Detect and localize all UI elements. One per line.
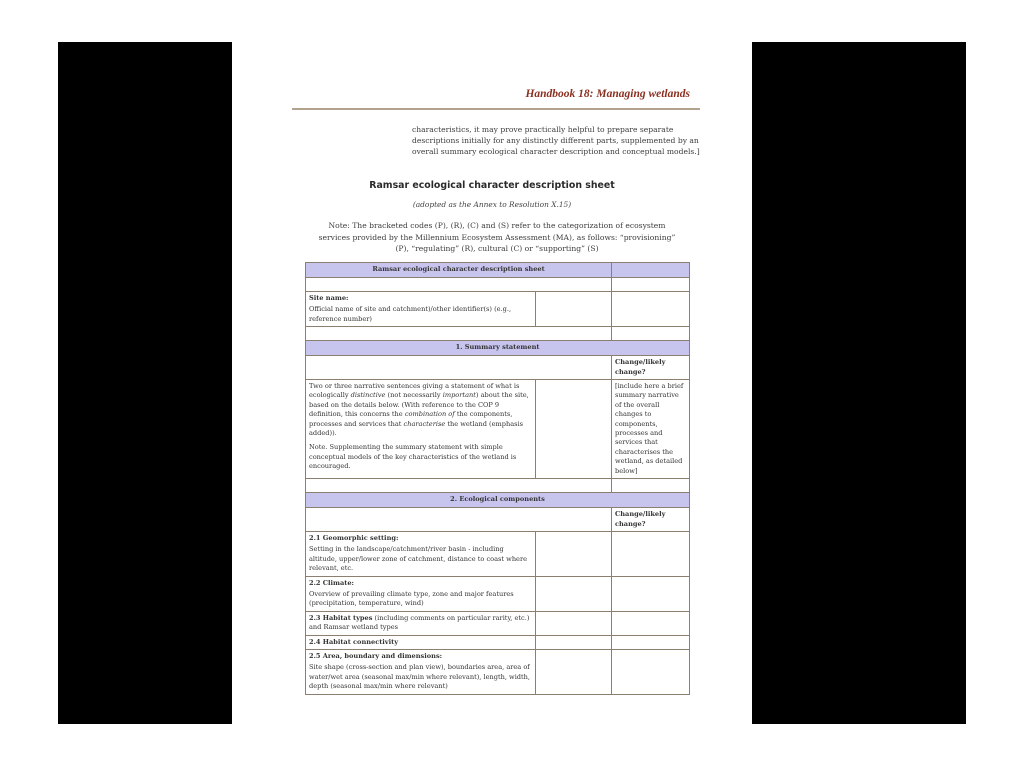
climate-desc: Overview of prevailing climate type, zone and major features (precipitation, temperature, wind)	[309, 589, 514, 608]
climate-label: 2.2 Climate:	[309, 578, 354, 587]
site-name-value	[536, 292, 612, 327]
area-label: 2.5 Area, boundary and dimensions:	[309, 651, 443, 660]
table-row	[306, 341, 690, 356]
document-page	[232, 42, 752, 724]
table-row	[306, 493, 690, 508]
summary-note: Note. Supplementing the summary statement with simple conceptual models of the key characteristics of the wetland is encouraged.	[309, 443, 517, 471]
table-header-blank	[612, 263, 690, 278]
table-row	[306, 508, 690, 532]
table-row	[306, 576, 690, 611]
site-name-cell	[306, 292, 536, 327]
left-black-bar	[58, 42, 232, 724]
habitat-label: 2.3 Habitat types	[309, 613, 373, 622]
site-name-desc: Official name of site and catchment)/other identifier(s) (e.g., reference number)	[309, 305, 512, 323]
table-row	[306, 531, 690, 576]
running-header: Handbook 18: Managing wetlands	[525, 88, 690, 100]
geomorphic-cell	[306, 531, 536, 576]
table-row	[306, 479, 690, 493]
table-row	[306, 278, 690, 292]
table-row	[306, 649, 690, 694]
area-cell	[306, 649, 536, 694]
connectivity-cell: 2.4 Habitat connectivity	[306, 635, 536, 649]
summary-cell	[306, 380, 536, 479]
right-black-bar	[752, 42, 966, 724]
summary-text: Two or three narrative sentences giving a statement of what is ecologically distinctive (not necessarily important) about the site, based on the details below. (With reference to the COP 9 definition, this concerns the combination of the components, processes and services that characterise the wetland (emphasis added)).	[309, 382, 529, 438]
description-sheet-table	[305, 262, 690, 695]
table-header: Ramsar ecological character description sheet	[306, 263, 612, 278]
table-row	[306, 356, 690, 380]
area-desc: Site shape (cross-section and plan view), boundaries area, area of water/wet area (seasonal max/min where relevant), length, width, depth (seasonal max/min where relevant)	[309, 663, 531, 691]
habitat-desc: (including comments on particular rarity, etc.) and Ramsar wetland types	[309, 613, 530, 632]
change-header-1: Change/likely change?	[612, 356, 690, 380]
table-row	[306, 292, 690, 327]
table-row	[306, 611, 690, 635]
section1-header: 1. Summary statement	[306, 341, 690, 356]
climate-cell	[306, 576, 536, 611]
geomorphic-label: 2.1 Geomorphic setting:	[309, 533, 399, 542]
adopted-note: (adopted as the Annex to Resolution X.15)	[412, 200, 572, 209]
section2-header: 2. Ecological components	[306, 493, 690, 508]
site-name-change	[612, 292, 690, 327]
table-row	[306, 635, 690, 649]
summary-change: [include here a brief summary narrative of the overall changes to components, processes and services that characterises the wetland, as detailed below]	[612, 380, 690, 479]
note-paragraph: Note: The bracketed codes (P), (R), (C) and (S) refer to the categorization of ecosystem services provided by the Millennium Ecosystem Assessment (MA), as follows: “provisioning” (P), “regulating” (R), cultural (C) or “supporting” (S)	[318, 221, 676, 253]
table-row	[306, 380, 690, 479]
header-rule	[292, 108, 700, 110]
habitat-cell	[306, 611, 536, 635]
sheet-title: Ramsar ecological character description sheet	[369, 180, 615, 191]
table-row	[306, 263, 690, 278]
site-name-label: Site name:	[309, 294, 349, 302]
summary-value	[536, 380, 612, 479]
intro-paragraph: characteristics, it may prove practically helpful to prepare separate descriptions initially for any distinctly different parts, supplemented by an overall summary ecological character description and conceptual models.]	[412, 125, 700, 156]
table-row	[306, 327, 690, 341]
geomorphic-desc: Setting in the landscape/catchment/river basin - including altitude, upper/lower zone of catchment, distance to coast where relevant, etc.	[309, 545, 528, 573]
change-header-2: Change/likely change?	[612, 508, 690, 532]
